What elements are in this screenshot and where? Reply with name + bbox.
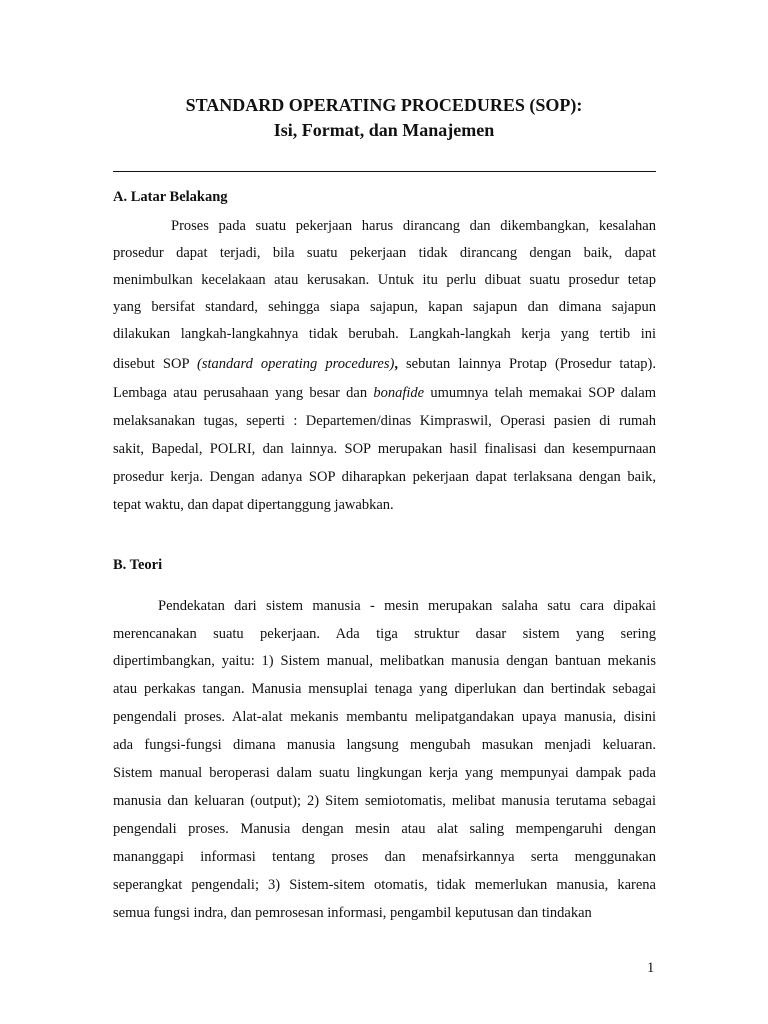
bold-punctuation: , [394,356,398,372]
paragraph-line: merencanakan suatu pekerjaan. Ada tiga struktur dasar sistem yang sering [113,626,656,642]
paragraph-line: menimbulkan kecelakaan atau kerusakan. Untuk itu perlu dibuat suatu prosedur tetap [113,272,656,288]
paragraph-line [113,384,656,402]
paragraph-line: melaksanakan tugas, seperti : Departemen/dinas Kimpraswil, Operasi pasien di rumah [113,413,656,429]
paragraph-line: Sistem manual beroperasi dalam suatu lingkungan kerja yang mempunyai dampak pada [113,765,656,781]
italic-term: bonafide [373,385,425,401]
paragraph-line: tepat waktu, dan dapat dipertanggung jawabkan. [113,497,394,513]
section-b-heading: B. Teori [113,557,163,573]
document-title: STANDARD OPERATING PROCEDURES (SOP): [185,95,583,115]
line-text: Lembaga atau perusahaan yang besar dan [113,385,374,401]
paragraph-line [113,355,656,373]
document-subtitle: Isi, Format, dan Manajemen [273,120,495,140]
paragraph-line: yang bersifat standard, sehingga siapa sajapun, kapan sajapun dan dimana sajapun [113,299,656,315]
paragraph-line: Pendekatan dari sistem manusia - mesin merupakan salaha satu cara dipakai [158,598,656,614]
section-a-heading: A. Latar Belakang [113,189,228,205]
paragraph-line: manusia dan keluaran (output); 2) Sitem semiotomatis, melibat manusia terutama sebagai [113,793,656,809]
title-divider [113,171,656,172]
line-text: disebut SOP [113,356,198,372]
paragraph-line: sakit, Bapedal, POLRI, dan lainnya. SOP merupakan hasil finalisasi dan kesempurnaan [113,441,656,457]
paragraph-line: mananggapi informasi tentang proses dan menafsirkannya serta menggunakan [113,849,656,865]
paragraph-line: dipertimbangkan, yaitu: 1) Sistem manual, melibatkan manusia dengan bantuan mekanis [113,653,656,669]
line-text: sebutan lainnya Protap (Prosedur tatap). [397,356,656,372]
paragraph-line: atau perkakas tangan. Manusia mensuplai tenaga yang diperlukan dan bertindak sebagai [113,681,656,697]
paragraph-line: seperangkat pengendali; 3) Sistem-sitem otomatis, tidak memerlukan manusia, karena [113,877,656,893]
paragraph-line: semua fungsi indra, dan pemrosesan informasi, pengambil keputusan dan tindakan [113,905,592,921]
page-number: 1 [647,960,655,976]
paragraph-line: pengendali proses. Manusia dengan mesin atau alat saling mempengaruhi dengan [113,821,656,837]
paragraph-line: pengendali proses. Alat-alat mekanis membantu melipatgandakan upaya manusia, disini [113,709,656,725]
italic-term: (standard operating procedures) [197,356,395,372]
paragraph-line: dilakukan langkah-langkahnya tidak berubah. Langkah-langkah kerja yang tertib ini [113,326,656,342]
paragraph-line: prosedur dapat terjadi, bila suatu pekerjaan tidak dirancang dengan baik, dapat [113,245,656,261]
paragraph-line: prosedur kerja. Dengan adanya SOP diharapkan pekerjaan dapat terlaksana dengan baik, [113,469,656,485]
paragraph-line: Proses pada suatu pekerjaan harus dirancang dan dikembangkan, kesalahan [171,218,656,234]
line-text: umumnya telah memakai SOP dalam [424,385,656,401]
paragraph-line: ada fungsi-fungsi dimana manusia langsung mengubah masukan menjadi keluaran. [113,737,656,753]
